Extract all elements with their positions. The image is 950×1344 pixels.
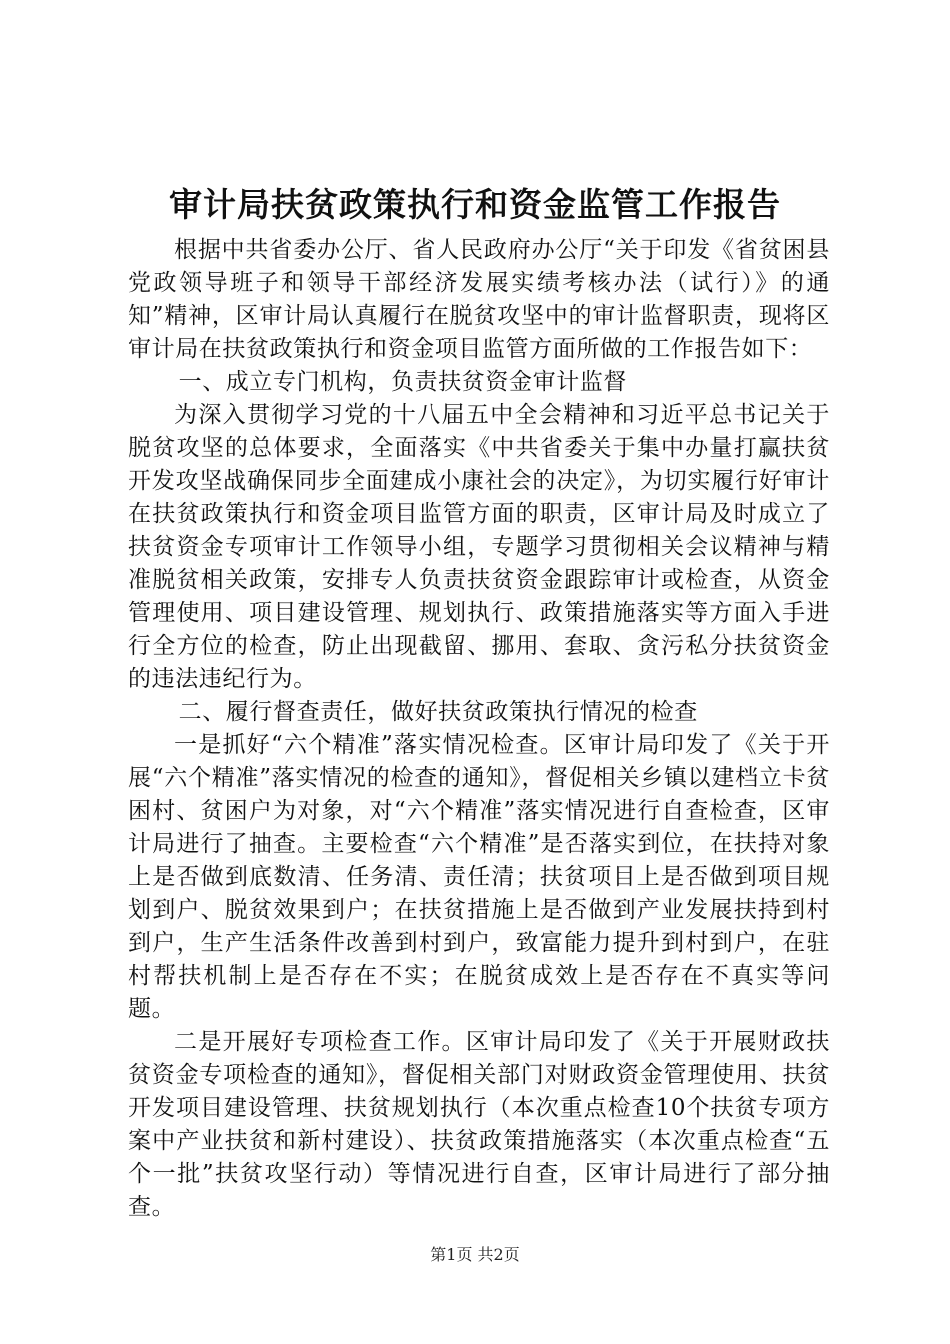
document-body: [128, 234, 830, 1224]
page-number-footer: 第1页 共2页: [430, 1245, 520, 1264]
paragraph-section-1: 为深入贯彻学习党的十八届五中全会精神和习近平总书记关于脱贫攻坚的总体要求，全面落实《中共省委关于集中办量打赢扶贫开发攻坚战确保同步全面建成小康社会的决定》，为切实履行好审计在扶贫政策执行和资金项目监管方面的职责，区审计局及时成立了扶贫资金专项审计工作领导小组，专题学习贯彻相关会议精神与精准脱贫相关政策，安排专人负责扶贫资金跟踪审计或检查，从资金管理使用、项目建设管理、规划执行、政策措施落实等方面入手进行全方位的检查，防止出现截留、挪用、套取、贪污私分扶贫资金的违法违纪行为。: [128, 402, 830, 692]
section-heading-1: 一、成立专门机构，负责扶贫资金审计监督: [178, 369, 627, 395]
paragraph-section-2-item-2: 二是开展好专项检查工作。区审计局印发了《关于开展财政扶贫资金专项检查的通知》，督促相关部门对财政资金管理使用、扶贫开发项目建设管理、扶贫规划执行（本次重点检查10个扶贫专项方案中产业扶贫和新村建设）、扶贫政策措施落实（本次重点检查“五个一批”扶贫攻坚行动）等情况进行自查，区审计局进行了部分抽查。: [128, 1029, 830, 1220]
paragraph-intro: 根据中共省委办公厅、省人民政府办公厅“关于印发《省贫困县党政领导班子和领导干部经济发展实绩考核办法（试行）》的通知”精神，区审计局认真履行在脱贫攻坚中的审计监督职责，现将区审计局在扶贫政策执行和资金项目监管方面所做的工作报告如下：: [128, 237, 830, 362]
paragraph-section-2-item-1: 一是抓好“六个精准”落实情况检查。区审计局印发了《关于开展“六个精准”落实情况的检查的通知》，督促相关乡镇以建档立卡贫困村、贫困户为对象，对“六个精准”落实情况进行自查检查，区审计局进行了抽查。主要检查“六个精准”是否落实到位，在扶持对象上是否做到底数清、任务清、责任清；扶贫项目上是否做到项目规划到户、脱贫效果到户；在扶贫措施上是否做到产业发展扶持到村到户，生产生活条件改善到村到户，致富能力提升到村到户，在驻村帮扶机制上是否存在不实；在脱贫成效上是否存在不真实等问题。: [128, 732, 830, 1022]
section-heading-2: 二、履行督查责任，做好扶贫政策执行情况的检查: [178, 699, 698, 725]
document-title: 审计局扶贫政策执行和资金监管工作报告: [169, 185, 781, 224]
